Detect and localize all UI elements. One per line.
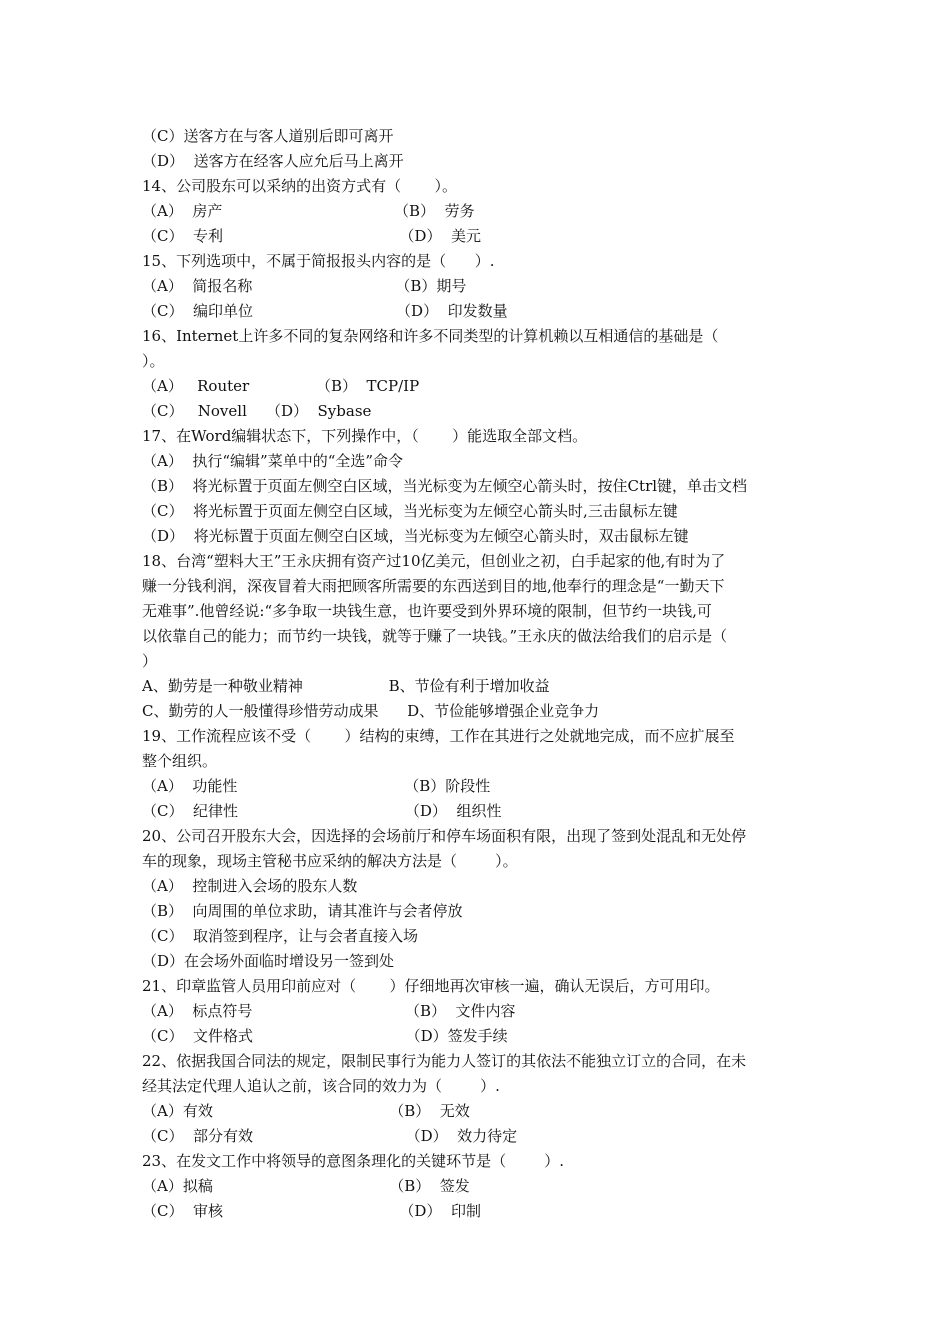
- text-line: 赚一分钱利润，深夜冒着大雨把顾客所需要的东西送到目的地,他奉行的理念是“一勤天下: [142, 577, 725, 595]
- text-line: （C）送客方在与客人道别后即可离开: [142, 127, 394, 145]
- text-line: （D） 将光标置于页面左侧空白区域，当光标变为左倾空心箭头时，双击鼠标左键: [142, 527, 689, 545]
- question-20: 20、公司召开股东大会，因选择的会场前厅和停车场面积有限，出现了签到处混乱和无处停: [142, 827, 747, 845]
- text-line: （C） 文件格式 （D）签发手续: [142, 1027, 508, 1045]
- text-line: （A） 简报名称 （B）期号: [142, 277, 467, 295]
- text-line: （C） 专利 （D） 美元: [142, 227, 481, 245]
- text-line: （D）在会场外面临时增设另一签到处: [142, 952, 395, 970]
- text-line: （C） 纪律性 （D） 组织性: [142, 802, 502, 820]
- text-line: 整个组织。: [142, 752, 218, 770]
- text-line: （A） 控制进入会场的股东人数: [142, 877, 358, 895]
- text-line: （A） Router （B） TCP/IP: [142, 377, 420, 395]
- question-21: 21、印章监管人员用印前应对（ ）仔细地再次审核一遍，确认无误后，方可用印。: [142, 977, 720, 995]
- question-18: 18、台湾“塑料大王”王永庆拥有资产过10亿美元，但创业之初，白手起家的他,有时为了: [142, 552, 726, 570]
- text-line: （C） 部分有效 （D） 效力待定: [142, 1127, 518, 1145]
- text-line: 无难事”.他曾经说:“多争取一块钱生意，也许要受到外界环境的限制，但节约一块钱,可: [142, 602, 712, 620]
- question-16: 16、Internet上许多不同的复杂网络和许多不同类型的计算机赖以互相通信的基础是（: [142, 327, 719, 345]
- text-line: 经其法定代理人追认之前，该合同的效力为（ ）.: [142, 1077, 500, 1095]
- text-line: （A） 执行“编辑”菜单中的“全选”命令: [142, 452, 404, 470]
- text-line: ）: [142, 652, 158, 670]
- text-line: 车的现象，现场主管秘书应采纳的解决方法是（ ）。: [142, 852, 518, 870]
- text-line: （C） 审核 （D） 印制: [142, 1202, 481, 1220]
- text-line: （B） 将光标置于页面左侧空白区域，当光标变为左倾空心箭头时，按住Ctrl键，单击文档: [142, 477, 748, 495]
- text-line: （A） 房产 （B） 劳务: [142, 202, 475, 220]
- question-23: 23、在发文工作中将领导的意图条理化的关键环节是（ ）.: [142, 1152, 565, 1170]
- text-line: （D） 送客方在经客人应允后马上离开: [142, 152, 404, 170]
- text-line: （C） 编印单位 （D） 印发数量: [142, 302, 508, 320]
- text-line: 以依靠自己的能力；而节约一块钱，就等于赚了一块钱。”王永庆的做法给我们的启示是（: [142, 627, 728, 645]
- question-17: 17、在Word编辑状态下，下列操作中，（ ）能选取全部文档。: [142, 427, 588, 445]
- text-line: （C） 取消签到程序，让与会者直接入场: [142, 927, 419, 945]
- text-line: （A） 功能性 （B）阶段性: [142, 777, 491, 795]
- text-line: A、勤劳是一种敬业精神 B、节俭有利于增加收益: [142, 677, 550, 695]
- text-line: （B） 向周围的单位求助，请其准许与会者停放: [142, 902, 463, 920]
- text-line: （A） 标点符号 （B） 文件内容: [142, 1002, 516, 1020]
- text-line: ）。: [142, 352, 165, 370]
- question-14: 14、公司股东可以采纳的出资方式有（ ）。: [142, 177, 457, 195]
- text-line: （C） Novell （D） Sybase: [142, 402, 372, 420]
- question-15: 15、下列选项中，不属于简报报头内容的是（ ）.: [142, 252, 495, 270]
- text-line: （C） 将光标置于页面左侧空白区域，当光标变为左倾空心箭头时,三击鼠标左键: [142, 502, 678, 520]
- question-19: 19、工作流程应该不受（ ）结构的束缚，工作在其进行之处就地完成，而不应扩展至: [142, 727, 735, 745]
- text-line: （A）拟稿 （B） 签发: [142, 1177, 470, 1195]
- text-line: （A）有效 （B） 无效: [142, 1102, 470, 1120]
- question-22: 22、依据我国合同法的规定，限制民事行为能力人签订的其依法不能独立订立的合同，在未: [142, 1052, 747, 1070]
- text-line: C、勤劳的人一般懂得珍惜劳动成果 D、节俭能够增强企业竞争力: [142, 702, 600, 720]
